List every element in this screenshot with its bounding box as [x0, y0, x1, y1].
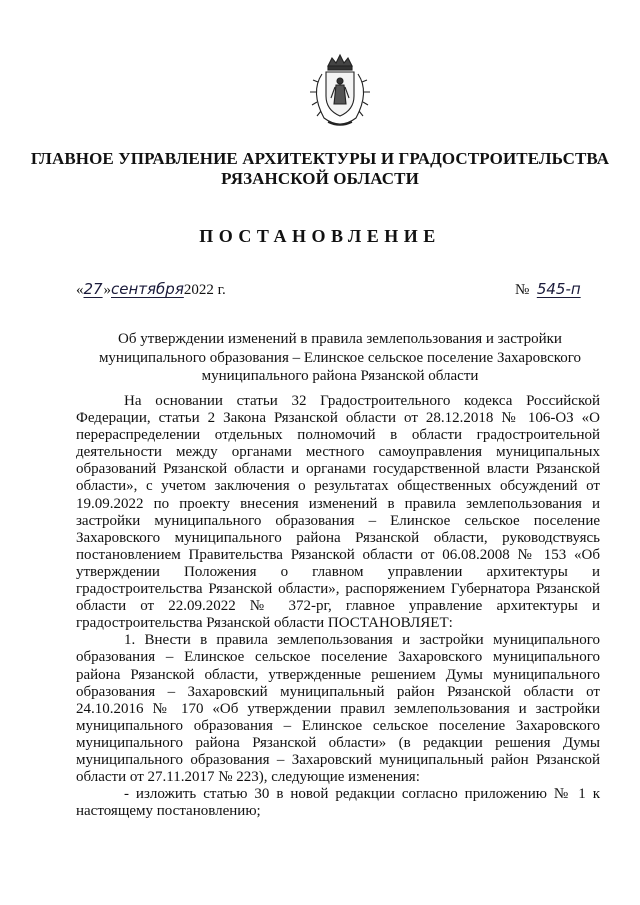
- date-open-quote: «: [76, 282, 84, 298]
- document-subject: Об утверждении изменений в правила землепользования и застройки муниципального образования – Елинское сельское поселение Захаровского муниципального района Рязанской области: [98, 331, 582, 384]
- date-day: 27: [83, 280, 103, 298]
- document-date: [76, 280, 226, 299]
- date-year: 2022 г.: [183, 282, 226, 298]
- item-1-paragraph: 1. Внести в правила землепользования и застройки муниципального образования – Елинское сельское поселение Захаровского муниципального района Рязанской области, утвержденные решением Думы муниципального образования – Захаровский муниципальный район Рязанской области от 24.10.2016 № 170 «Об утверждении правил землепользования и застройки муниципального образования – Елинское сельское поселение Захаровского муниципального района Рязанской области» (в редакции решения Думы муниципального образования – Захаровский муниципальный район Рязанской области от 27.11.2017 № 223), следующие изменения:: [76, 632, 600, 786]
- date-month: сентября: [111, 280, 184, 298]
- document-type-title: ПОСТАНОВЛЕНИЕ: [199, 226, 441, 246]
- coat-of-arms-icon: [302, 52, 378, 130]
- document-number: [515, 280, 581, 299]
- organization-name-line1: ГЛАВНОЕ УПРАВЛЕНИЕ АРХИТЕКТУРЫ И ГРАДОСТРОИТЕЛЬСТВА: [30, 149, 610, 168]
- document-body: [76, 393, 600, 820]
- number-value: 545-п: [536, 280, 581, 298]
- date-close-quote: »: [103, 282, 111, 298]
- number-sign: №: [515, 282, 530, 298]
- preamble-paragraph: На основании статьи 32 Градостроительного кодекса Российской Федерации, статьи 2 Закона Рязанской области от 28.12.2018 № 106-ОЗ «О перераспределении отдельных полномочий в области градостроительной деятельности между органами местного самоуправления муниципальных образований Рязанской области и органами государственной власти Рязанской области», с учетом заключения о результатах общественных обсуждений от 19.09.2022 по проекту внесения изменений в правила землепользования и застройки муниципального образования – Елинское сельское поселение Захаровского муниципального района Рязанской области, руководствуясь постановлением Правительства Рязанской области от 06.08.2008 № 153 «Об утверждении Положения о главном управлении архитектуры и градостроительства Рязанской области», распоряжением Губернатора Рязанской области от 22.09.2022 № 372-рг, главное управление архитектуры и градостроительства Рязанской области ПОСТАНОВЛЯЕТ:: [76, 393, 600, 632]
- organization-name-line2: РЯЗАНСКОЙ ОБЛАСТИ: [221, 169, 419, 188]
- item-1-subpoint: - изложить статью 30 в новой редакции согласно приложению № 1 к настоящему постановлению;: [76, 786, 600, 820]
